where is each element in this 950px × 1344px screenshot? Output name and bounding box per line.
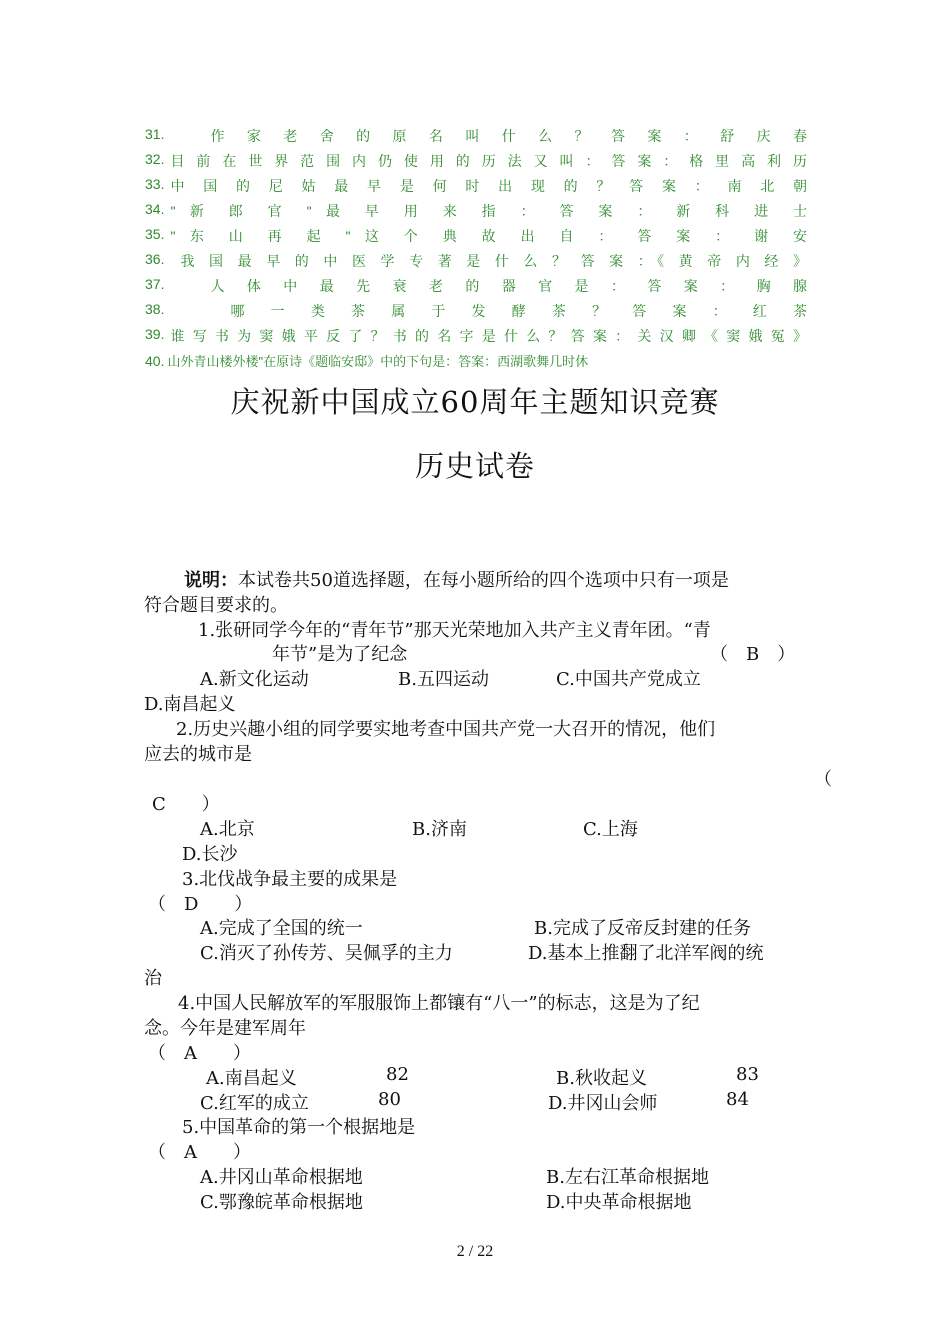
green-list-item: [145, 326, 807, 346]
green-list-text: 我 国 最 早 的 中 医 学 专 著 是 什 么 ？ 答 案 ：《 黄 帝 内 经 》: [180, 253, 807, 269]
question-3-option-a: A.完成了全国的统一: [200, 918, 363, 939]
question-3-option-c: C.消灭了孙传芳、吴佩孚的主力: [200, 943, 453, 964]
green-list-text: 山外青山楼外楼"在原诗《题临安邸》中的下句是：答案：西湖歌舞几时休: [167, 354, 589, 369]
green-list-item: [145, 126, 807, 146]
green-list-item: [145, 151, 807, 171]
question-1-option-c: C.中国共产党成立: [556, 669, 701, 690]
instructions-line1: [184, 566, 729, 592]
green-list-text: 哪 一 类 茶 属 于 发 酵 茶 ？ 答 案 ： 红 茶: [230, 303, 807, 319]
instructions-line2: 符合题目要求的。: [144, 595, 288, 616]
green-list-number: 33.: [145, 176, 165, 192]
question-1-answer: （ B ）: [710, 644, 796, 665]
question-3-line1: 3.北伐战争最主要的成果是: [182, 869, 398, 890]
question-3-option-d-cont: 治: [144, 968, 162, 989]
question-4-option-c-num: 80: [378, 1089, 401, 1110]
green-list-item: [145, 276, 807, 296]
green-list-number: 36.: [145, 251, 165, 267]
question-5-option-b: B.左右江革命根据地: [546, 1167, 709, 1188]
green-list-number: 37.: [145, 276, 165, 292]
green-list-text: " 新 郎 官 " 最 早 用 来 指 ： 答 案 ： 新 科 进 士: [170, 203, 807, 219]
question-1-option-a: A.新文化运动: [200, 669, 309, 690]
green-list-item: [145, 351, 588, 370]
question-5-option-c: C.鄂豫皖革命根据地: [200, 1192, 363, 1213]
green-list-item: [145, 201, 807, 221]
green-list-number: 31.: [145, 126, 165, 142]
question-4-option-d: D.井冈山会师: [548, 1093, 658, 1114]
question-1-line2: 年节”是为了纪念: [272, 644, 408, 665]
question-4-option-d-num: 84: [726, 1089, 749, 1110]
question-2-option-d: D.长沙: [182, 844, 238, 865]
instructions-label: 说明：: [184, 570, 238, 591]
question-2-option-b: B.济南: [412, 819, 467, 840]
green-list-text: " 东 山 再 起 " 这 个 典 故 出 自 ： 答 案 ： 谢 安: [170, 228, 807, 244]
green-list-number: 39.: [145, 326, 165, 342]
question-4-line2: 念。今年是建军周年: [144, 1018, 306, 1039]
green-list-text: 人 体 中 最 先 衰 老 的 器 官 是 ： 答 案 ： 胸 腺: [210, 278, 807, 294]
question-5-line1: 5.中国革命的第一个根据地是: [182, 1117, 416, 1138]
question-5-answer: （ A ）: [148, 1142, 251, 1163]
green-list-text: 谁 写 书 为 窦 娥 平 反 了 ？ 书 的 名 字 是 什 么 ？ 答 案 ： 关 汉 卿 《 窦 娥 冤 》: [170, 328, 807, 344]
question-4-option-a-num: 82: [386, 1064, 409, 1085]
green-list-text: 中 国 的 尼 姑 最 早 是 何 时 出 现 的 ？ 答 案 ： 南 北 朝: [170, 178, 807, 194]
green-list-text: 作 家 老 舍 的 原 名 叫 什 么 ？ 答 案 ： 舒 庆 春: [210, 128, 807, 144]
exam-subtitle: 历史试卷: [414, 449, 535, 483]
question-2-option-a: A.北京: [200, 819, 255, 840]
exam-title: 庆祝新中国成立60周年主题知识竞赛: [230, 385, 720, 419]
question-4-option-a: A.南昌起义: [206, 1068, 297, 1089]
question-4-line1: 4.中国人民解放军的军服服饰上都镶有“八一”的标志，这是为了纪: [178, 993, 700, 1014]
green-list-item: [145, 176, 807, 196]
green-list-number: 34.: [145, 201, 165, 217]
question-4-answer: （ A ）: [148, 1043, 251, 1064]
green-list-item: [145, 226, 807, 246]
question-2-line1: 2.历史兴趣小组的同学要实地考查中国共产党一大召开的情况，他们: [176, 719, 716, 740]
question-5-option-a: A.井冈山革命根据地: [200, 1167, 363, 1188]
question-5-option-d: D.中央革命根据地: [546, 1192, 692, 1213]
question-3-option-d: D.基本上推翻了北洋军阀的统: [528, 943, 764, 964]
question-1-option-b: B.五四运动: [398, 669, 489, 690]
green-list-item: [145, 251, 807, 271]
green-list-number: 35.: [145, 226, 165, 242]
green-list-number: 32.: [145, 151, 165, 167]
green-list-number: 40.: [145, 353, 165, 369]
instructions-text: 本试卷共50道选择题，在每小题所给的四个选项中只有一项是: [238, 570, 729, 591]
green-list-number: 38.: [145, 301, 165, 317]
question-1-option-d: D.南昌起义: [144, 694, 236, 715]
question-3-answer: （ D ）: [148, 894, 253, 915]
green-list-item: [145, 301, 807, 321]
question-4-option-c: C.红军的成立: [200, 1093, 309, 1114]
question-2-line2: 应去的城市是: [144, 744, 252, 765]
question-2-option-c: C.上海: [583, 819, 638, 840]
page-number: 2 / 22: [456, 1243, 494, 1260]
question-3-option-b: B.完成了反帝反封建的任务: [534, 918, 751, 939]
green-list-text: 目 前 在 世 界 范 围 内 仍 使 用 的 历 法 又 叫 ： 答 案 ： 格 里 高 利 历: [170, 153, 807, 169]
question-4-option-b-num: 83: [736, 1064, 759, 1085]
question-4-option-b: B.秋收起义: [556, 1068, 647, 1089]
question-2-answer: C ）: [152, 794, 220, 815]
question-1-line1: 1.张研同学今年的“青年节”那天光荣地加入共产主义青年团。“青: [198, 620, 711, 641]
question-2-paren-open: （: [814, 769, 832, 790]
